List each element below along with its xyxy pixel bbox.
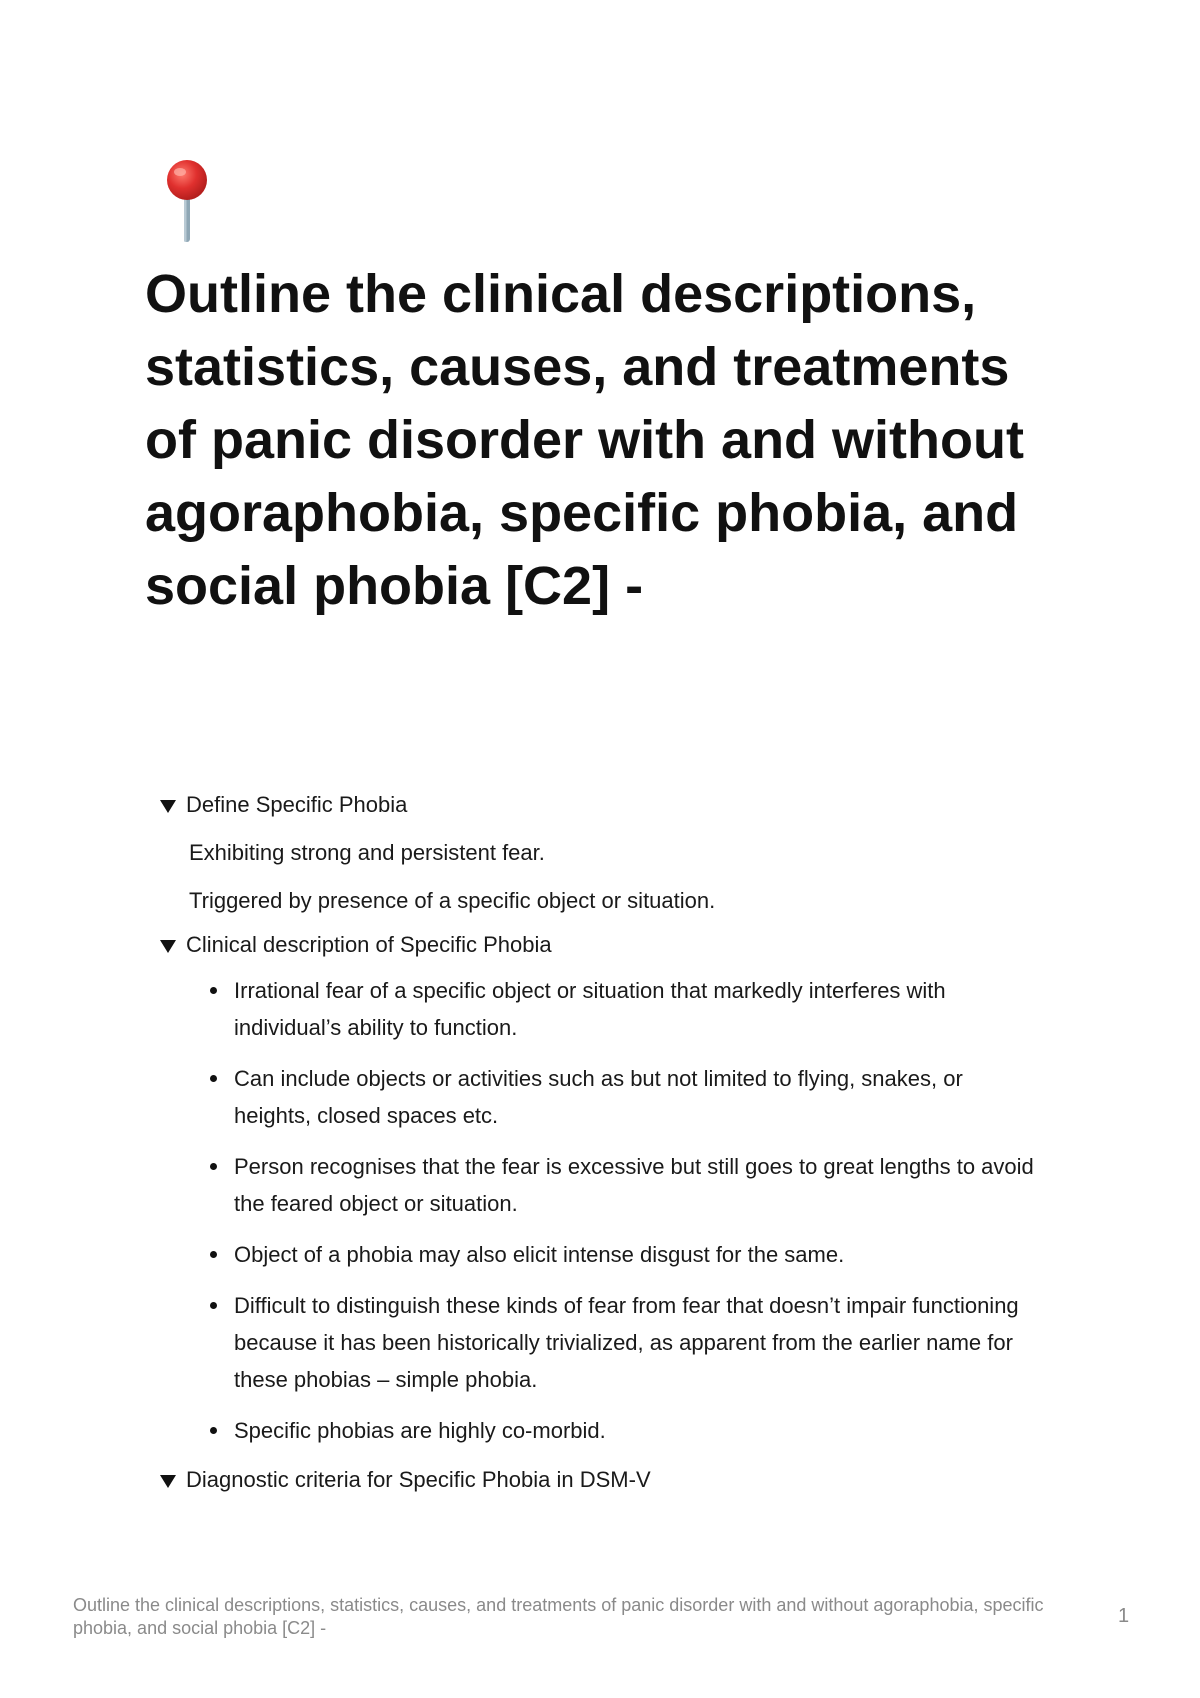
list-item bbox=[234, 1412, 1034, 1449]
bullet-dot-icon bbox=[210, 1075, 217, 1082]
bullet-dot-icon bbox=[210, 1251, 217, 1258]
toggle-clinical-description bbox=[160, 928, 1060, 1449]
bullet-dot-icon bbox=[210, 987, 217, 994]
toggle-body bbox=[160, 836, 1060, 918]
bullet-dot-icon bbox=[210, 1427, 217, 1434]
list-item-text: Object of a phobia may also elicit intense disgust for the same. bbox=[234, 1242, 845, 1267]
list-item bbox=[234, 1287, 1034, 1398]
caret-down-icon[interactable] bbox=[160, 800, 176, 813]
bullet-list bbox=[189, 972, 1060, 1449]
bullet-dot-icon bbox=[210, 1302, 217, 1309]
bullet-dot-icon bbox=[210, 1163, 217, 1170]
toggle-define-specific-phobia bbox=[160, 788, 1060, 918]
page-title: Outline the clinical descriptions, statistics, causes, and treatments of panic disorder with and without agoraphobia, specific phobia, and social phobia [C2] - bbox=[145, 264, 1024, 616]
list-item-text: Irrational fear of a specific object or situation that markedly interferes with individual’s ability to function. bbox=[234, 978, 946, 1040]
toggle-label: Define Specific Phobia bbox=[186, 792, 408, 817]
list-item bbox=[234, 972, 1034, 1046]
list-item-text: Can include objects or activities such as but not limited to flying, snakes, or heights, closed spaces etc. bbox=[234, 1066, 963, 1128]
list-item-text: Person recognises that the fear is excessive but still goes to great lengths to avoid the feared object or situation. bbox=[234, 1154, 1034, 1216]
page-content bbox=[160, 788, 1060, 1497]
caret-down-icon[interactable] bbox=[160, 1475, 176, 1488]
toggle-body bbox=[160, 972, 1060, 1449]
page-number: 1 bbox=[1118, 1605, 1130, 1627]
list-item-text: Difficult to distinguish these kinds of fear from fear that doesn’t impair functioning because it has been historically trivialized, as apparent from the earlier name for these phobias – simple phobia. bbox=[234, 1293, 1019, 1392]
caret-down-icon[interactable] bbox=[160, 940, 176, 953]
toggle-header[interactable] bbox=[160, 788, 1060, 822]
page-footer-title: Outline the clinical descriptions, statistics, causes, and treatments of panic disorder with and without agoraphobia, specific phobia, and social phobia [C2] - bbox=[73, 1595, 1044, 1638]
list-item bbox=[234, 1236, 1034, 1273]
paragraph: Exhibiting strong and persistent fear. bbox=[189, 840, 545, 865]
round-pushpin-icon bbox=[152, 158, 224, 244]
list-item bbox=[234, 1060, 1034, 1134]
toggle-header[interactable] bbox=[160, 928, 1060, 962]
paragraph: Triggered by presence of a specific object or situation. bbox=[189, 888, 716, 913]
toggle-label: Clinical description of Specific Phobia bbox=[186, 932, 552, 957]
toggle-header[interactable] bbox=[160, 1463, 1060, 1497]
list-item-text: Specific phobias are highly co-morbid. bbox=[234, 1418, 606, 1443]
list-item bbox=[234, 1148, 1034, 1222]
toggle-diagnostic-criteria bbox=[160, 1463, 1060, 1497]
toggle-label: Diagnostic criteria for Specific Phobia in DSM-V bbox=[186, 1467, 651, 1492]
